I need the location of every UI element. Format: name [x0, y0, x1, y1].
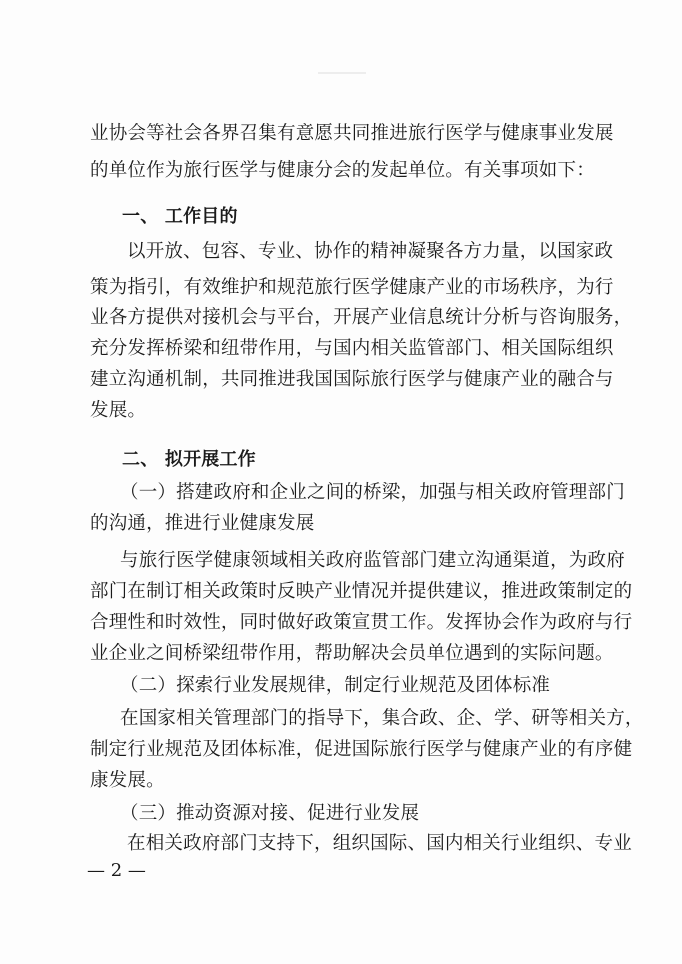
subsection2-line-2: 制定行业规范及团体标准，促进国际旅行医学与健康产业的有序健 [90, 739, 633, 760]
section1-line-4: 充分发挥桥梁和纽带作用，与国内相关监管部门、相关国际组织 [90, 338, 614, 359]
section-heading-work: 二、 拟开展工作 [122, 449, 256, 470]
subsection3-title: （三）推动资源对接、促进行业发展 [120, 803, 420, 824]
subsection2-line-1: 在国家相关管理部门的指导下，集合政、企、学、研等相关方， [120, 708, 644, 729]
subsection2-title: （二）探索行业发展规律，制定行业规范及团体标准 [120, 675, 551, 696]
intro-line-2: 的单位作为旅行医学与健康分会的发起单位。有关事项如下： [90, 160, 595, 181]
subsection1-line-4: 业企业之间桥梁纽带作用，帮助解决会员单位遇到的实际问题。 [90, 643, 614, 664]
subsection3-line-1: 在相关政府部门支持下，组织国际、国内相关行业组织、专业 [127, 833, 632, 854]
section1-line-6: 发展。 [90, 400, 147, 421]
section1-line-2: 策为指引，有效维护和规范旅行医学健康产业的市场秩序，为行 [90, 277, 614, 298]
subsection1-line-3: 合理性和时效性，同时做好政策宣贯工作。发挥协会作为政府与行 [90, 612, 633, 633]
scan-artifact [318, 72, 366, 74]
section1-line-1: 以开放、包容、专业、协作的精神凝聚各方力量，以国家政 [127, 241, 614, 262]
section1-line-5: 建立沟通机制，共同推进我国国际旅行医学与健康产业的融合与 [90, 369, 614, 390]
subsection2-line-3: 康发展。 [90, 770, 165, 791]
subsection1-title-line-1: （一）搭建政府和企业之间的桥梁，加强与相关政府管理部门 [120, 482, 625, 503]
subsection1-line-2: 部门在制订相关政策时反映产业情况并提供建议，推进政策制定的 [90, 581, 633, 602]
subsection1-line-1: 与旅行医学健康领域相关政府监管部门建立沟通渠道，为政府 [120, 550, 625, 571]
page-number: — 2 — [87, 860, 146, 881]
section1-line-3: 业各方提供对接机会与平台，开展产业信息统计分析与咨询服务， [90, 307, 633, 328]
subsection1-title-line-2: 的沟通，推进行业健康发展 [90, 513, 315, 534]
intro-line-1: 业协会等社会各界召集有意愿共同推进旅行医学与健康事业发展 [90, 123, 614, 144]
section-heading-goals: 一、 工作目的 [122, 206, 238, 227]
